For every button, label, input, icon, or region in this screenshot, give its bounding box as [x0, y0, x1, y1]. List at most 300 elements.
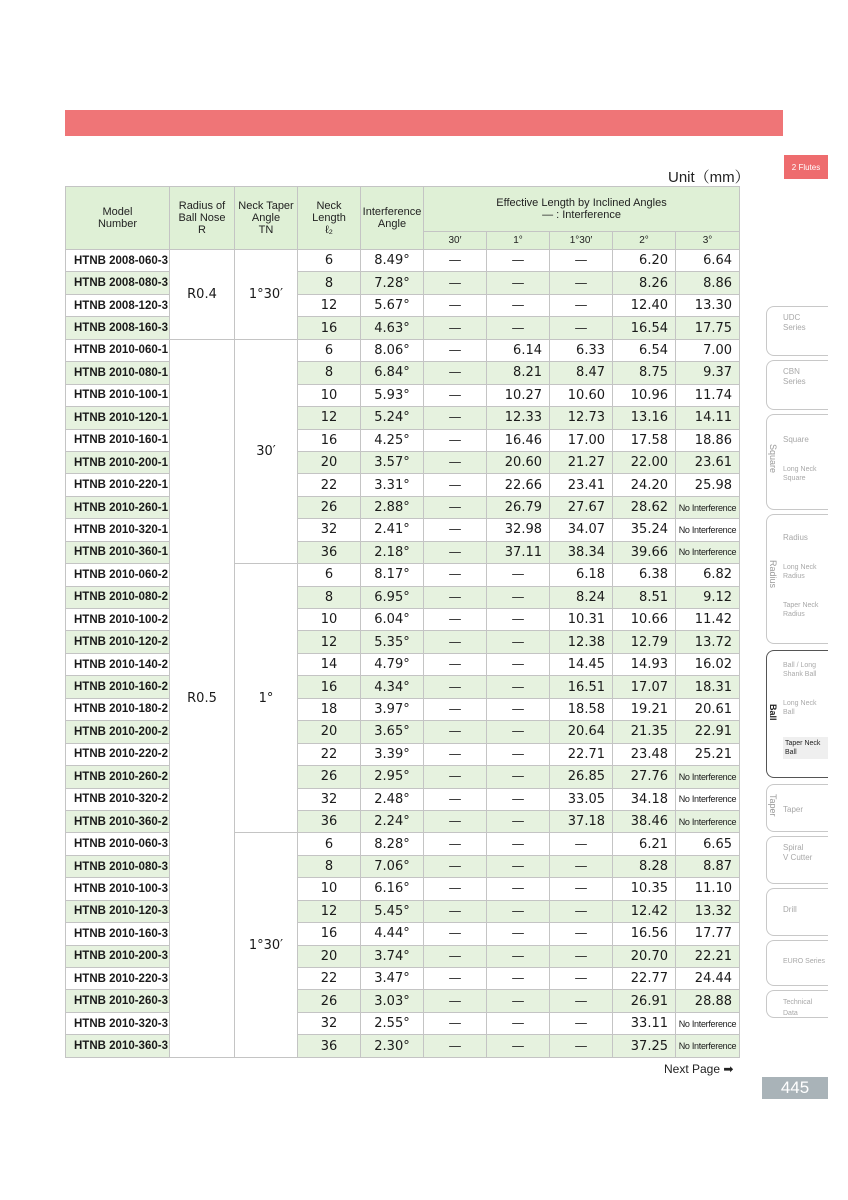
model-number-cell: HTNB 2010-080-2: [66, 586, 170, 608]
effective-length-cell: 6.33: [550, 339, 613, 361]
table-row: [66, 474, 740, 496]
side-tab-euro[interactable]: EURO Series: [766, 940, 828, 986]
interference-angle-cell: 3.57°: [361, 451, 424, 473]
table-row: [66, 698, 740, 720]
neck-length-cell: 6: [298, 564, 361, 586]
spec-table: [65, 186, 740, 1058]
vertical-label-taper: Taper: [768, 794, 778, 817]
effective-length-cell: —: [424, 541, 487, 563]
table-row: [66, 294, 740, 316]
table-row: [66, 810, 740, 832]
effective-length-cell: 16.51: [550, 676, 613, 698]
table-row: [66, 721, 740, 743]
side-tab-technical[interactable]: Technical Data: [766, 990, 828, 1018]
effective-length-cell: —: [424, 968, 487, 990]
neck-length-cell: 12: [298, 294, 361, 316]
model-number-cell: HTNB 2008-160-3: [66, 317, 170, 339]
taper-angle-cell: 30′: [235, 339, 298, 563]
effective-length-cell: 27.76: [613, 766, 676, 788]
page-number: 445: [762, 1077, 828, 1099]
effective-length-cell: 17.00: [550, 429, 613, 451]
table-row: [66, 609, 740, 631]
effective-length-cell: 24.44: [676, 968, 740, 990]
effective-length-cell: —: [424, 317, 487, 339]
effective-length-cell: —: [487, 923, 550, 945]
interference-angle-cell: 8.17°: [361, 564, 424, 586]
effective-length-cell: —: [487, 833, 550, 855]
effective-length-cell: 16.54: [613, 317, 676, 339]
effective-length-cell: 16.46: [487, 429, 550, 451]
model-number-cell: HTNB 2010-080-1: [66, 362, 170, 384]
effective-length-cell: 23.61: [676, 451, 740, 473]
effective-length-cell: 10.66: [613, 609, 676, 631]
effective-length-cell: —: [424, 451, 487, 473]
neck-length-cell: 12: [298, 900, 361, 922]
neck-length-cell: 16: [298, 429, 361, 451]
model-number-cell: HTNB 2010-200-3: [66, 945, 170, 967]
model-number-cell: HTNB 2010-220-3: [66, 968, 170, 990]
effective-length-cell: 6.64: [676, 250, 740, 272]
effective-length-cell: —: [424, 653, 487, 675]
model-number-cell: HTNB 2008-080-3: [66, 272, 170, 294]
table-row: [66, 339, 740, 361]
effective-length-cell: 14.93: [613, 653, 676, 675]
side-tab-udc[interactable]: UDC Series: [766, 306, 828, 356]
effective-length-cell: 22.71: [550, 743, 613, 765]
col-header-angle: 3°: [676, 232, 740, 250]
effective-length-cell: —: [487, 878, 550, 900]
effective-length-cell: 27.67: [550, 496, 613, 518]
effective-length-cell: 26.91: [613, 990, 676, 1012]
effective-length-cell: 33.11: [613, 1012, 676, 1034]
effective-length-cell: 6.14: [487, 339, 550, 361]
effective-length-cell: 21.35: [613, 721, 676, 743]
interference-angle-cell: 3.39°: [361, 743, 424, 765]
neck-length-cell: 6: [298, 250, 361, 272]
effective-length-cell: 12.73: [550, 407, 613, 429]
model-number-cell: HTNB 2010-060-2: [66, 564, 170, 586]
model-number-cell: HTNB 2010-360-3: [66, 1035, 170, 1057]
effective-length-cell: —: [487, 900, 550, 922]
effective-length-cell: —: [487, 1012, 550, 1034]
interference-angle-cell: 6.84°: [361, 362, 424, 384]
effective-length-cell: 12.38: [550, 631, 613, 653]
model-number-cell: HTNB 2010-320-2: [66, 788, 170, 810]
effective-length-cell: —: [424, 407, 487, 429]
effective-length-cell: 16.56: [613, 923, 676, 945]
side-tab-drill[interactable]: Drill: [766, 888, 828, 936]
col-header-neck-length: Neck Length ℓ₂: [298, 187, 361, 250]
effective-length-cell: 10.27: [487, 384, 550, 406]
effective-length-cell: 10.35: [613, 878, 676, 900]
model-number-cell: HTNB 2010-320-3: [66, 1012, 170, 1034]
model-number-cell: HTNB 2010-260-1: [66, 496, 170, 518]
effective-length-cell: 20.70: [613, 945, 676, 967]
effective-length-cell: —: [424, 339, 487, 361]
col-header-effective: Effective Length by Inclined Angles ― : Interference: [424, 187, 740, 232]
neck-length-cell: 22: [298, 968, 361, 990]
neck-length-cell: 32: [298, 788, 361, 810]
neck-length-cell: 16: [298, 923, 361, 945]
effective-length-cell: —: [550, 1012, 613, 1034]
interference-angle-cell: 3.47°: [361, 968, 424, 990]
effective-length-cell: —: [424, 1012, 487, 1034]
effective-length-cell: 11.42: [676, 609, 740, 631]
effective-length-cell: 14.45: [550, 653, 613, 675]
effective-length-cell: 23.41: [550, 474, 613, 496]
table-row: [66, 1012, 740, 1034]
effective-length-cell: —: [424, 586, 487, 608]
section-tab-2-flutes[interactable]: 2 Flutes: [784, 155, 828, 179]
effective-length-cell: 10.31: [550, 609, 613, 631]
effective-length-cell: 6.82: [676, 564, 740, 586]
effective-length-cell: —: [487, 676, 550, 698]
interference-angle-cell: 2.55°: [361, 1012, 424, 1034]
interference-angle-cell: 8.28°: [361, 833, 424, 855]
effective-length-cell: 22.77: [613, 968, 676, 990]
table-row: [66, 362, 740, 384]
table-row: [66, 519, 740, 541]
effective-length-cell: 8.75: [613, 362, 676, 384]
effective-length-cell: —: [487, 766, 550, 788]
effective-length-cell: —: [424, 609, 487, 631]
side-tab-cbn[interactable]: CBN Series: [766, 360, 828, 410]
interference-angle-cell: 2.95°: [361, 766, 424, 788]
table-row: [66, 631, 740, 653]
side-tab-square[interactable]: Square Long Neck Square: [766, 414, 828, 510]
table-row: [66, 855, 740, 877]
effective-length-cell: 8.47: [550, 362, 613, 384]
col-header-model: Model Number: [66, 187, 170, 250]
model-number-cell: HTNB 2010-200-2: [66, 721, 170, 743]
effective-length-cell: —: [550, 272, 613, 294]
effective-length-cell: —: [550, 923, 613, 945]
table-row: [66, 317, 740, 339]
interference-angle-cell: 3.97°: [361, 698, 424, 720]
model-number-cell: HTNB 2010-100-3: [66, 878, 170, 900]
model-number-cell: HTNB 2010-140-2: [66, 653, 170, 675]
model-number-cell: HTNB 2010-100-2: [66, 609, 170, 631]
model-number-cell: HTNB 2010-320-1: [66, 519, 170, 541]
effective-length-cell: —: [424, 496, 487, 518]
effective-length-cell: —: [424, 878, 487, 900]
table-row: [66, 250, 740, 272]
neck-length-cell: 18: [298, 698, 361, 720]
interference-angle-cell: 6.16°: [361, 878, 424, 900]
effective-length-cell: 20.64: [550, 721, 613, 743]
neck-length-cell: 26: [298, 496, 361, 518]
effective-length-cell: 33.05: [550, 788, 613, 810]
effective-length-cell: 13.32: [676, 900, 740, 922]
interference-angle-cell: 5.67°: [361, 294, 424, 316]
interference-angle-cell: 2.24°: [361, 810, 424, 832]
effective-length-cell: 34.07: [550, 519, 613, 541]
interference-angle-cell: 7.28°: [361, 272, 424, 294]
effective-length-cell: 22.66: [487, 474, 550, 496]
interference-angle-cell: 3.31°: [361, 474, 424, 496]
effective-length-cell: —: [424, 855, 487, 877]
col-header-taper: Neck Taper Angle TN: [235, 187, 298, 250]
effective-length-cell: 38.34: [550, 541, 613, 563]
neck-length-cell: 8: [298, 586, 361, 608]
effective-length-cell: —: [487, 990, 550, 1012]
effective-length-cell: —: [487, 855, 550, 877]
model-number-cell: HTNB 2010-060-1: [66, 339, 170, 361]
vertical-label-radius: Radius: [768, 560, 778, 589]
effective-length-cell: 6.65: [676, 833, 740, 855]
interference-angle-cell: 8.49°: [361, 250, 424, 272]
effective-length-cell: —: [550, 833, 613, 855]
table-row: [66, 653, 740, 675]
model-number-cell: HTNB 2010-180-2: [66, 698, 170, 720]
table-row: [66, 1035, 740, 1057]
effective-length-cell: No Interference: [676, 788, 740, 810]
effective-length-cell: 37.18: [550, 810, 613, 832]
effective-length-cell: —: [550, 968, 613, 990]
model-number-cell: HTNB 2010-200-1: [66, 451, 170, 473]
effective-length-cell: —: [424, 788, 487, 810]
effective-length-cell: 12.33: [487, 407, 550, 429]
effective-length-cell: 6.20: [613, 250, 676, 272]
effective-length-cell: 34.18: [613, 788, 676, 810]
effective-length-cell: —: [424, 631, 487, 653]
effective-length-cell: —: [550, 945, 613, 967]
side-tab-spiral[interactable]: Spiral V Cutter: [766, 836, 828, 884]
neck-length-cell: 32: [298, 1012, 361, 1034]
col-header-radius: Radius of Ball Nose R: [170, 187, 235, 250]
effective-length-cell: 9.37: [676, 362, 740, 384]
model-number-cell: HTNB 2010-120-1: [66, 407, 170, 429]
unit-label: Unit（mm）: [668, 169, 750, 186]
effective-length-cell: 20.61: [676, 698, 740, 720]
model-number-cell: HTNB 2008-060-3: [66, 250, 170, 272]
effective-length-cell: 8.51: [613, 586, 676, 608]
neck-length-cell: 36: [298, 1035, 361, 1057]
interference-angle-cell: 4.25°: [361, 429, 424, 451]
neck-length-cell: 12: [298, 407, 361, 429]
interference-angle-cell: 4.44°: [361, 923, 424, 945]
col-header-angle: 1°30′: [550, 232, 613, 250]
interference-angle-cell: 3.74°: [361, 945, 424, 967]
interference-angle-cell: 3.03°: [361, 990, 424, 1012]
effective-length-cell: 7.00: [676, 339, 740, 361]
neck-length-cell: 8: [298, 272, 361, 294]
effective-length-cell: 14.11: [676, 407, 740, 429]
col-header-interference: Interference Angle: [361, 187, 424, 250]
effective-length-cell: —: [424, 429, 487, 451]
effective-length-cell: 23.48: [613, 743, 676, 765]
effective-length-cell: —: [487, 631, 550, 653]
col-header-angle: 2°: [613, 232, 676, 250]
effective-length-cell: No Interference: [676, 766, 740, 788]
side-tab-taper[interactable]: Taper: [766, 784, 828, 832]
effective-length-cell: No Interference: [676, 1035, 740, 1057]
effective-length-cell: —: [487, 564, 550, 586]
model-number-cell: HTNB 2010-220-1: [66, 474, 170, 496]
effective-length-cell: 10.96: [613, 384, 676, 406]
effective-length-cell: —: [487, 945, 550, 967]
neck-length-cell: 6: [298, 339, 361, 361]
table-row: [66, 272, 740, 294]
table-row: [66, 900, 740, 922]
effective-length-cell: 8.24: [550, 586, 613, 608]
effective-length-cell: —: [487, 250, 550, 272]
effective-length-cell: 18.31: [676, 676, 740, 698]
effective-length-cell: 35.24: [613, 519, 676, 541]
effective-length-cell: —: [550, 900, 613, 922]
effective-length-cell: 17.58: [613, 429, 676, 451]
effective-length-cell: 37.25: [613, 1035, 676, 1057]
model-number-cell: HTNB 2010-120-3: [66, 900, 170, 922]
interference-angle-cell: 2.48°: [361, 788, 424, 810]
table-row: [66, 743, 740, 765]
effective-length-cell: —: [424, 384, 487, 406]
neck-length-cell: 8: [298, 362, 361, 384]
effective-length-cell: 28.62: [613, 496, 676, 518]
table-row: [66, 407, 740, 429]
interference-angle-cell: 2.88°: [361, 496, 424, 518]
neck-length-cell: 14: [298, 653, 361, 675]
effective-length-cell: 18.86: [676, 429, 740, 451]
model-number-cell: HTNB 2010-360-1: [66, 541, 170, 563]
effective-length-cell: —: [424, 474, 487, 496]
taper-angle-cell: 1°30′: [235, 250, 298, 340]
effective-length-cell: 26.85: [550, 766, 613, 788]
effective-length-cell: 6.38: [613, 564, 676, 586]
table-body: [66, 250, 740, 1058]
model-number-cell: HTNB 2010-100-1: [66, 384, 170, 406]
effective-length-cell: —: [487, 272, 550, 294]
col-header-angle: 1°: [487, 232, 550, 250]
effective-length-cell: —: [550, 855, 613, 877]
neck-length-cell: 26: [298, 990, 361, 1012]
neck-length-cell: 36: [298, 541, 361, 563]
effective-length-cell: 16.02: [676, 653, 740, 675]
vertical-label-ball: Ball: [768, 704, 778, 721]
interference-angle-cell: 6.95°: [361, 586, 424, 608]
neck-length-cell: 10: [298, 878, 361, 900]
effective-length-cell: 25.21: [676, 743, 740, 765]
vertical-label-square: Square: [768, 444, 778, 474]
effective-length-cell: —: [487, 294, 550, 316]
neck-length-cell: 32: [298, 519, 361, 541]
effective-length-cell: 20.60: [487, 451, 550, 473]
interference-angle-cell: 2.18°: [361, 541, 424, 563]
title-bar: [65, 110, 783, 136]
effective-length-cell: 28.88: [676, 990, 740, 1012]
effective-length-cell: —: [487, 317, 550, 339]
model-number-cell: HTNB 2010-260-3: [66, 990, 170, 1012]
next-page-link[interactable]: Next Page ➡: [664, 1062, 734, 1076]
model-number-cell: HTNB 2010-160-3: [66, 923, 170, 945]
effective-length-cell: 8.87: [676, 855, 740, 877]
effective-length-cell: —: [424, 833, 487, 855]
effective-length-cell: 8.21: [487, 362, 550, 384]
effective-length-cell: —: [487, 721, 550, 743]
effective-length-cell: —: [487, 788, 550, 810]
effective-length-cell: 13.72: [676, 631, 740, 653]
table-row: [66, 384, 740, 406]
effective-length-cell: 21.27: [550, 451, 613, 473]
interference-angle-cell: 5.45°: [361, 900, 424, 922]
effective-length-cell: —: [424, 743, 487, 765]
model-number-cell: HTNB 2010-360-2: [66, 810, 170, 832]
effective-length-cell: —: [487, 653, 550, 675]
neck-length-cell: 20: [298, 721, 361, 743]
effective-length-cell: 12.42: [613, 900, 676, 922]
table-row: [66, 676, 740, 698]
side-tab-radius[interactable]: Radius Long Neck Radius Taper Neck Radius: [766, 514, 828, 644]
effective-length-cell: —: [550, 878, 613, 900]
effective-length-cell: —: [487, 1035, 550, 1057]
neck-length-cell: 22: [298, 743, 361, 765]
interference-angle-cell: 6.04°: [361, 609, 424, 631]
model-number-cell: HTNB 2010-160-1: [66, 429, 170, 451]
table-row: [66, 541, 740, 563]
table-row: [66, 968, 740, 990]
effective-length-cell: 38.46: [613, 810, 676, 832]
effective-length-cell: 22.00: [613, 451, 676, 473]
effective-length-cell: No Interference: [676, 541, 740, 563]
effective-length-cell: 13.30: [676, 294, 740, 316]
table-row: [66, 429, 740, 451]
effective-length-cell: 10.60: [550, 384, 613, 406]
effective-length-cell: —: [424, 294, 487, 316]
model-number-cell: HTNB 2010-060-3: [66, 833, 170, 855]
effective-length-cell: 8.26: [613, 272, 676, 294]
interference-angle-cell: 8.06°: [361, 339, 424, 361]
neck-length-cell: 20: [298, 945, 361, 967]
effective-length-cell: —: [550, 250, 613, 272]
effective-length-cell: —: [550, 317, 613, 339]
effective-length-cell: No Interference: [676, 1012, 740, 1034]
effective-length-cell: No Interference: [676, 519, 740, 541]
effective-length-cell: 8.28: [613, 855, 676, 877]
interference-angle-cell: 5.93°: [361, 384, 424, 406]
effective-length-cell: 18.58: [550, 698, 613, 720]
interference-angle-cell: 2.41°: [361, 519, 424, 541]
neck-length-cell: 20: [298, 451, 361, 473]
effective-length-cell: 19.21: [613, 698, 676, 720]
table-row: [66, 496, 740, 518]
neck-length-cell: 8: [298, 855, 361, 877]
effective-length-cell: 11.74: [676, 384, 740, 406]
effective-length-cell: —: [424, 766, 487, 788]
effective-length-cell: —: [487, 810, 550, 832]
effective-length-cell: —: [424, 698, 487, 720]
model-number-cell: HTNB 2010-120-2: [66, 631, 170, 653]
interference-angle-cell: 2.30°: [361, 1035, 424, 1057]
table-row: [66, 766, 740, 788]
effective-length-cell: —: [424, 519, 487, 541]
neck-length-cell: 16: [298, 317, 361, 339]
model-number-cell: HTNB 2008-120-3: [66, 294, 170, 316]
effective-length-cell: 17.77: [676, 923, 740, 945]
col-header-angle: 30′: [424, 232, 487, 250]
effective-length-cell: —: [424, 900, 487, 922]
effective-length-cell: —: [424, 676, 487, 698]
effective-length-cell: 6.18: [550, 564, 613, 586]
neck-length-cell: 36: [298, 810, 361, 832]
effective-length-cell: —: [424, 945, 487, 967]
effective-length-cell: 22.91: [676, 721, 740, 743]
neck-length-cell: 10: [298, 609, 361, 631]
side-tab-ball[interactable]: Ball / Long Shank Ball Long Neck Ball Taper Neck Ball: [766, 650, 828, 778]
effective-length-cell: —: [424, 250, 487, 272]
effective-length-cell: 24.20: [613, 474, 676, 496]
model-number-cell: HTNB 2010-160-2: [66, 676, 170, 698]
effective-length-cell: 8.86: [676, 272, 740, 294]
